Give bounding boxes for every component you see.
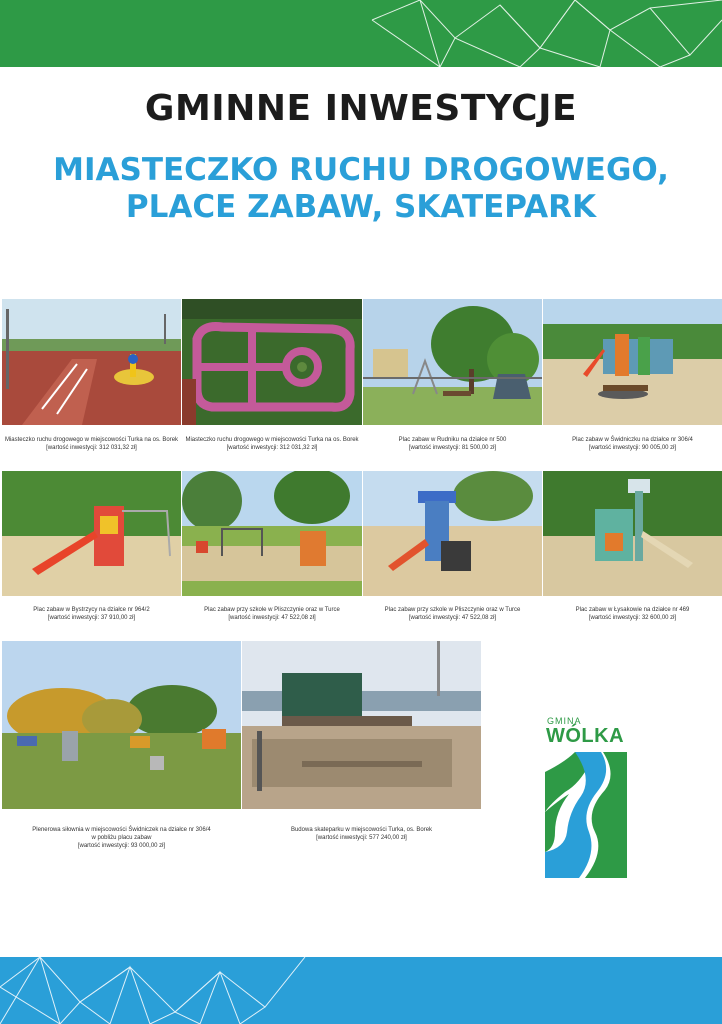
photo-caption: Miasteczko ruchu drogowego w miejscowości Turka na os. Borek [wartość inwestycji: 312 031,32 zł] — [185, 437, 359, 451]
photo-caption: Budowa skateparku w miejscowości Turka, os. Borek [wartość inwestycji: 577 240,00 zł] — [290, 827, 433, 841]
photo-caption: Plenerowa siłownia w miejscowości Świdniczek na działce nr 306/4 w pobliżu placu zabaw [wartość inwestycji: 93 000,00 zł] — [32, 827, 211, 849]
logo-small-text: GMINA — [547, 716, 582, 726]
playground-photo — [182, 471, 362, 596]
page-subtitle — [0, 152, 722, 226]
photo-caption: Plac zabaw w Łysakowie na działce nr 469 [wartość inwestycji: 32 600,00 zł] — [575, 607, 690, 621]
photo-caption: Plac zabaw przy szkole w Pliszczynie oraz w Turce [wartość inwestycji: 47 522,08 zł] — [204, 607, 340, 621]
top-decorative-band — [0, 0, 722, 67]
traffic-town-aerial-photo — [182, 299, 362, 425]
page-title: GMINNE INWESTYCJE — [144, 88, 578, 129]
photo-caption: Plac zabaw w Bystrzycy na działce nr 964/2 [wartość inwestycji: 37 910,00 zł] — [33, 607, 150, 621]
photo-caption: Plac zabaw przy szkole w Pliszczynie oraz w Turce [wartość inwestycji: 47 522,08 zł] — [384, 607, 521, 621]
traffic-town-photo — [2, 299, 181, 425]
river-emblem-icon — [545, 752, 627, 878]
playground-photo — [543, 299, 722, 425]
playground-photo — [363, 471, 542, 596]
subtitle-line-2: PLACE ZABAW, SKATEPARK — [125, 189, 597, 225]
logo-big-text: WÓLKA — [546, 725, 625, 747]
triangle-pattern-icon — [0, 957, 722, 1024]
photo-caption: Plac zabaw w Świdniczku na działce nr 306/4 [wartość inwestycji: 90 005,00 zł] — [572, 437, 693, 451]
photo-caption: Miasteczko ruchu drogowego w miejscowości Turka na os. Borek [wartość inwestycji: 312 031,32 zł] — [4, 437, 179, 451]
playground-photo — [2, 471, 181, 596]
subtitle-line-1: MIASTECZKO RUCHU DROGOWEGO, — [53, 152, 669, 188]
bottom-decorative-band — [0, 957, 722, 1024]
gmina-wolka-logo — [545, 716, 627, 878]
photo-caption: Plac zabaw w Rudniku na działce nr 500 [wartość inwestycji: 81 500,00 zł] — [398, 437, 507, 451]
outdoor-gym-photo — [2, 641, 241, 809]
skatepark-construction-photo — [242, 641, 481, 809]
triangle-pattern-icon — [0, 0, 722, 67]
playground-photo — [363, 299, 542, 425]
playground-photo — [543, 471, 722, 596]
